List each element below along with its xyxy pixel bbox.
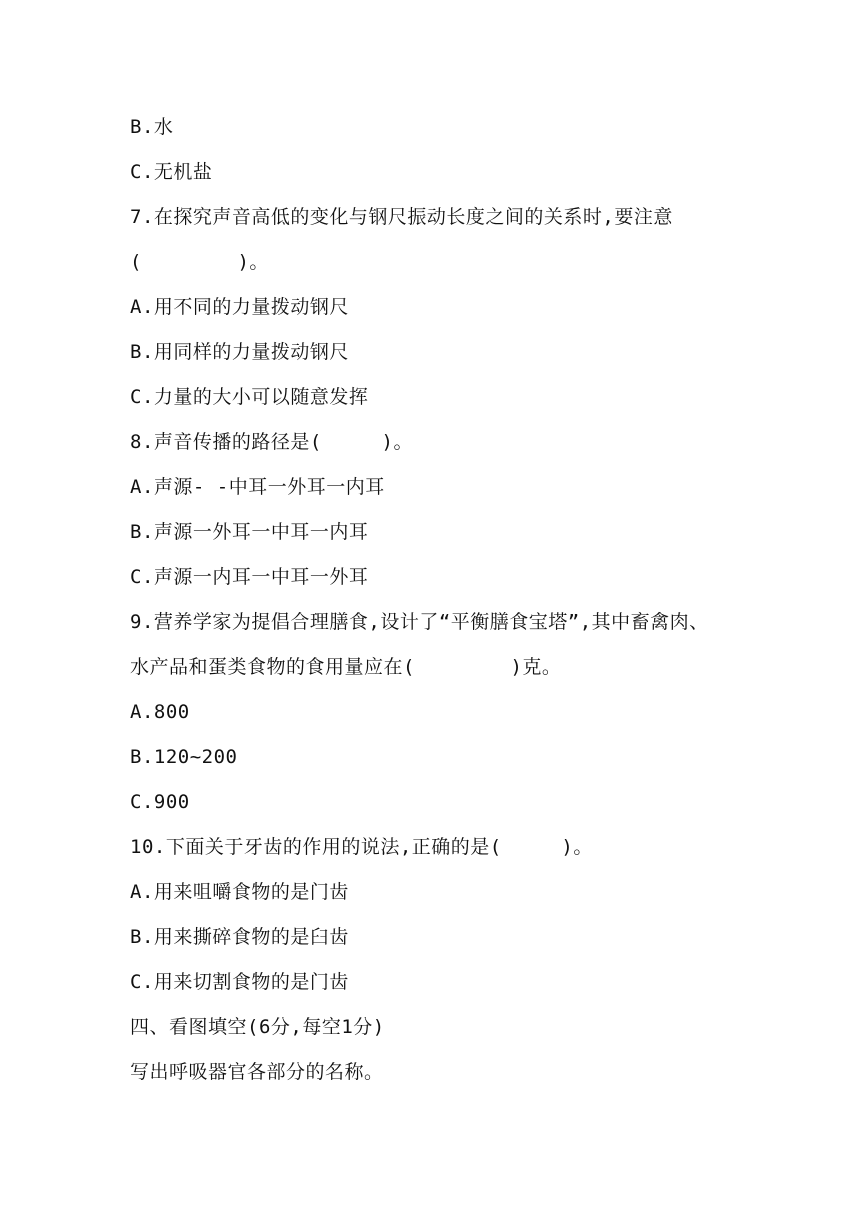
option-8c: C.声源一内耳一中耳一外耳 bbox=[130, 566, 369, 588]
question-7-blank: ( )。 bbox=[130, 251, 269, 273]
option-10b: B.用来撕碎食物的是臼齿 bbox=[130, 926, 349, 948]
question-8-text: 8.声音传播的路径是( )。 bbox=[130, 431, 413, 453]
question-9-text: 9.营养学家为提倡合理膳食,设计了“平衡膳食宝塔”,其中畜禽肉、 bbox=[130, 611, 709, 633]
option-8b: B.声源一外耳一中耳一内耳 bbox=[130, 521, 369, 543]
option-7b: B.用同样的力量拨动钢尺 bbox=[130, 341, 349, 363]
option-6b: B.水 bbox=[130, 116, 174, 138]
option-7c: C.力量的大小可以随意发挥 bbox=[130, 386, 369, 408]
option-10a: A.用来咀嚼食物的是门齿 bbox=[130, 881, 349, 903]
section-4-heading: 四、看图填空(6分,每空1分) bbox=[130, 1016, 385, 1038]
question-9-text-cont: 水产品和蛋类食物的食用量应在( )克。 bbox=[130, 656, 562, 678]
option-9b: B.120~200 bbox=[130, 746, 238, 768]
option-8a: A.声源- -中耳一外耳一内耳 bbox=[130, 476, 385, 498]
option-6c: C.无机盐 bbox=[130, 161, 213, 183]
question-10-text: 10.下面关于牙齿的作用的说法,正确的是( )。 bbox=[130, 836, 593, 858]
option-10c: C.用来切割食物的是门齿 bbox=[130, 971, 349, 993]
section-4-instruction: 写出呼吸器官各部分的名称。 bbox=[130, 1061, 384, 1083]
option-9c: C.900 bbox=[130, 791, 190, 813]
question-7-text: 7.在探究声音高低的变化与钢尺振动长度之间的关系时,要注意 bbox=[130, 206, 673, 228]
option-7a: A.用不同的力量拨动钢尺 bbox=[130, 296, 349, 318]
option-9a: A.800 bbox=[130, 701, 190, 723]
